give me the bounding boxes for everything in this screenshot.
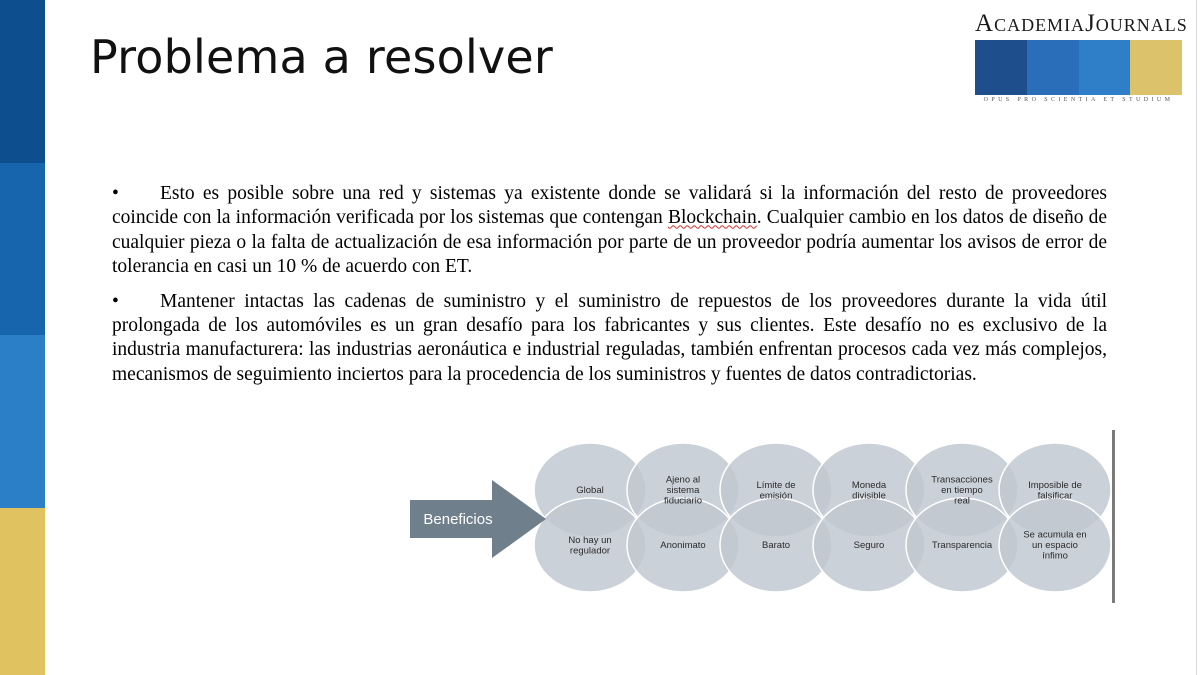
bullet-text-1a: Esto es posible sobre una red y sistemas ya existente donde se validará si la información del resto de proveedores coincide con la información verificada por los sistemas que contengan	[112, 183, 1107, 229]
logo-bar-1	[975, 40, 1027, 95]
sidebar-segment-3	[0, 335, 45, 508]
benefits-diagram	[300, 428, 1120, 608]
sidebar-color-bar	[0, 0, 45, 675]
slide-right-border	[1196, 0, 1197, 675]
spellcheck-word: Blockchain	[667, 207, 757, 229]
benefit-label: Transacciones en tiempo real	[931, 474, 993, 507]
sidebar-segment-4	[0, 508, 45, 675]
bullet-text-1b: . Cualquier cambio en los datos de diseño de cualquier pieza o la falta de actualización de esa información por parte de un proveedor podría aumentar los avisos de error de tolerancia en casi un 10 % de acuerdo con ET.	[112, 207, 1107, 278]
bullet-list	[112, 182, 1107, 397]
sidebar-segment-2	[0, 163, 45, 335]
benefit-label: Ajeno al sistema fiduciario	[663, 474, 703, 507]
benefit-label: Imposible de falsificar	[1028, 479, 1082, 502]
benefits-arrow-label: Beneficios	[423, 511, 493, 528]
benefit-label: Transparencia	[931, 540, 993, 551]
logo-color-bars	[975, 40, 1182, 95]
logo-word: ACADEMIA	[975, 10, 1086, 37]
benefit-label: Global	[576, 485, 604, 496]
logo-bar-4	[1130, 40, 1182, 95]
bullet-item-2	[112, 290, 1107, 388]
sidebar-segment-1	[0, 0, 45, 163]
logo-motto: OPUS PRO SCIENTIA ET STUDIUM	[983, 97, 1174, 103]
bullet-text-2: Mantener intactas las cadenas de suministro y el suministro de repuestos de los proveedores durante la vida útil prolongada de los automóviles es un gran desafío para los fabricantes y sus clientes. Este desafío no es exclusivo de la industria manufacturera: las industrias aeronáutica e industrial reguladas, también enfrentan procesos cada vez más complejos, mecanismos de seguimiento inciertos para la procedencia de los suministros y fuentes de datos contradictorias.	[112, 290, 1107, 385]
benefit-label: Se acumula en un espacio ínfimo	[1023, 529, 1087, 562]
bullet-marker: •	[112, 290, 119, 312]
logo-wordmark	[975, 10, 1188, 38]
benefit-label: Límite de emisión	[756, 479, 796, 502]
benefit-label: Anonimato	[660, 540, 706, 551]
benefit-label: No hay un regulador	[568, 534, 612, 557]
logo-bar-3	[1079, 40, 1131, 95]
logo-bar-2	[1027, 40, 1079, 95]
academia-journals-logo	[975, 8, 1188, 103]
slide-title: Problema a resolver	[90, 30, 554, 84]
logo-word: JOURNALS	[1085, 10, 1188, 37]
bullet-item-1	[112, 182, 1107, 280]
benefit-label: Seguro	[853, 540, 885, 551]
benefit-label: Moneda divisible	[851, 479, 887, 502]
vertical-divider	[1112, 430, 1115, 603]
benefit-label: Barato	[762, 540, 790, 551]
bullet-marker: •	[112, 183, 119, 204]
